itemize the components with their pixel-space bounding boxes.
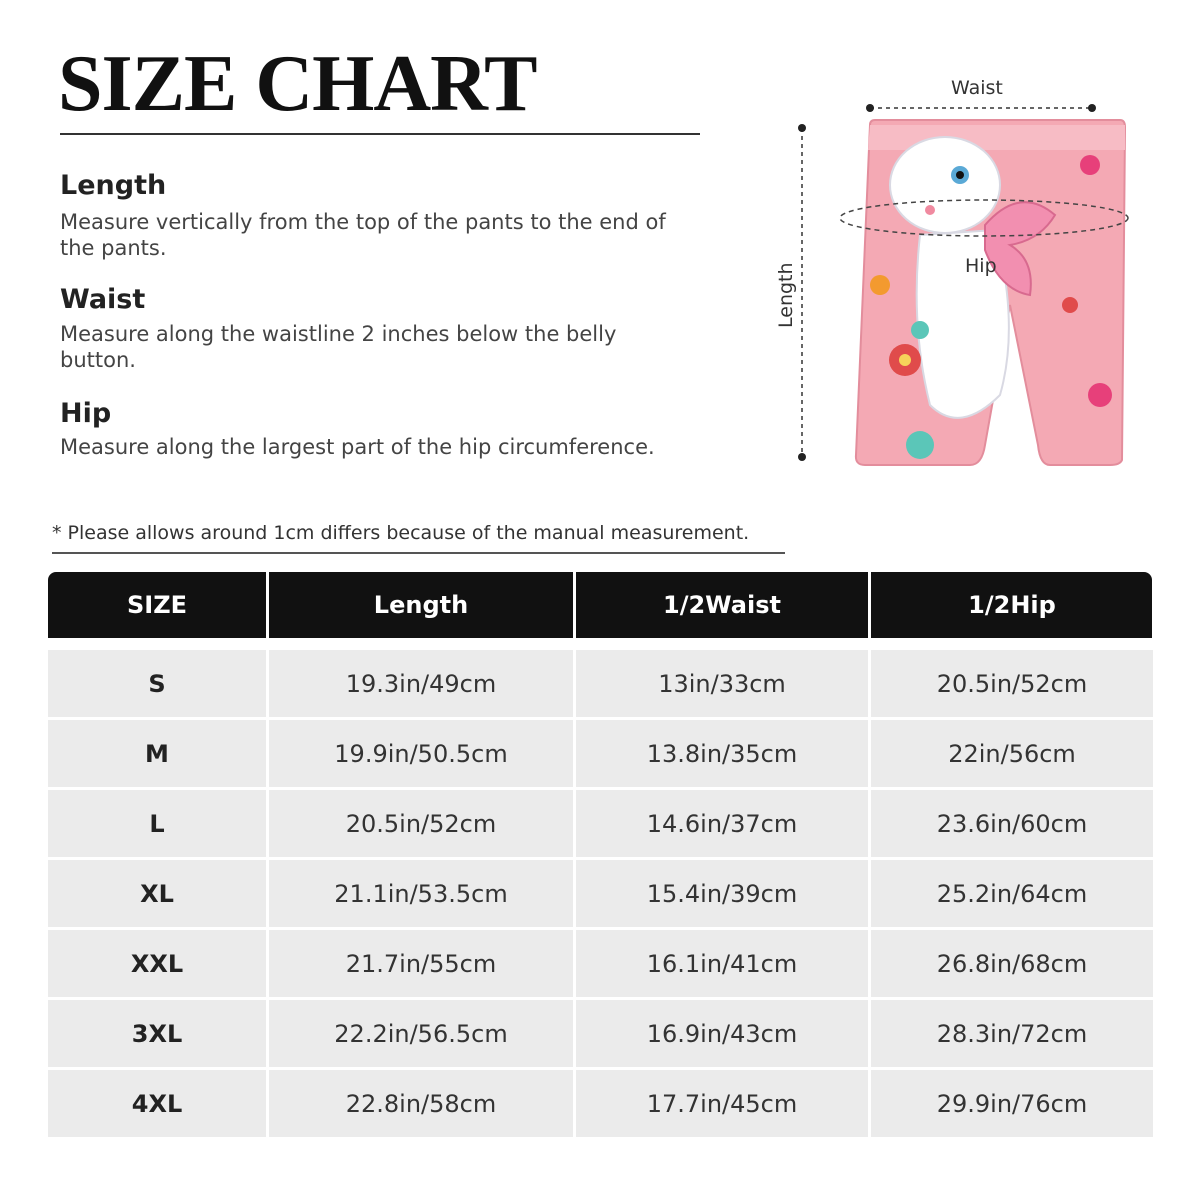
waist-cell: 17.7in/45cm	[576, 1070, 868, 1137]
length-cell: 22.2in/56.5cm	[269, 1000, 573, 1067]
waist-heading: Waist	[60, 284, 146, 315]
length-heading: Length	[60, 170, 167, 201]
table-row	[48, 1000, 1152, 1067]
header-size: SIZE	[126, 591, 187, 619]
size-cell: S	[48, 650, 266, 717]
waist-description: Measure along the waistline 2 inches below the belly button.	[60, 322, 617, 372]
flower	[1080, 155, 1100, 175]
length-cell: 21.1in/53.5cm	[269, 860, 573, 927]
hip-cell: 26.8in/68cm	[871, 930, 1153, 997]
shorts-measurement-diagram	[770, 75, 1150, 475]
waist-cell: 15.4in/39cm	[576, 860, 868, 927]
page-title: SIZE CHART	[58, 40, 537, 128]
measurement-note: * Please allows around 1cm differs because of the manual measurement.	[52, 522, 750, 544]
header-half-waist: 1/2Waist	[573, 572, 868, 638]
hip-cell: 25.2in/64cm	[871, 860, 1153, 927]
waist-label: Waist	[951, 77, 1003, 99]
size-cell: M	[48, 720, 266, 787]
length-cell: 22.8in/58cm	[269, 1070, 573, 1137]
header-half-hip: 1/2Hip	[868, 572, 1153, 638]
flower	[870, 275, 890, 295]
size-cell: XL	[48, 860, 266, 927]
header-length: Length	[266, 572, 573, 638]
size-cell: XXL	[48, 930, 266, 997]
shorts-illustration	[770, 75, 1150, 475]
flower	[911, 321, 929, 339]
hip-heading: Hip	[60, 398, 112, 429]
hip-label: Hip	[965, 255, 997, 277]
length-cell: 21.7in/55cm	[269, 930, 573, 997]
waist-cell: 14.6in/37cm	[576, 790, 868, 857]
note-divider	[52, 552, 785, 554]
flower	[906, 431, 934, 459]
cat-head	[890, 137, 1000, 233]
length-description: Measure vertically from the top of the pants to the end of the pants.	[60, 210, 666, 260]
hip-cell: 23.6in/60cm	[871, 790, 1153, 857]
table-row	[48, 930, 1152, 997]
hip-cell: 28.3in/72cm	[871, 1000, 1153, 1067]
hip-cell: 20.5in/52cm	[871, 650, 1153, 717]
size-table	[48, 572, 1152, 1137]
flower	[1088, 383, 1112, 407]
waist-cell: 13.8in/35cm	[576, 720, 868, 787]
hip-cell: 29.9in/76cm	[871, 1070, 1153, 1137]
table-row	[48, 860, 1152, 927]
size-cell: 4XL	[48, 1070, 266, 1137]
waistband	[868, 125, 1125, 150]
table-row	[48, 790, 1152, 857]
size-cell: 3XL	[48, 1000, 266, 1067]
table-row	[48, 1070, 1152, 1137]
waist-cell: 16.1in/41cm	[576, 930, 868, 997]
table-header-row	[48, 572, 1152, 638]
hip-description: Measure along the largest part of the hip circumference.	[60, 435, 655, 459]
length-cell: 20.5in/52cm	[269, 790, 573, 857]
table-row	[48, 720, 1152, 787]
size-cell: L	[48, 790, 266, 857]
waist-cell: 13in/33cm	[576, 650, 868, 717]
title-divider	[60, 133, 700, 135]
waist-cell: 16.9in/43cm	[576, 1000, 868, 1067]
cat-nose	[925, 205, 935, 215]
length-cell: 19.3in/49cm	[269, 650, 573, 717]
length-cell: 19.9in/50.5cm	[269, 720, 573, 787]
table-row	[48, 650, 1152, 717]
length-label: Length	[775, 262, 797, 328]
hip-cell: 22in/56cm	[871, 720, 1153, 787]
flower	[1062, 297, 1078, 313]
